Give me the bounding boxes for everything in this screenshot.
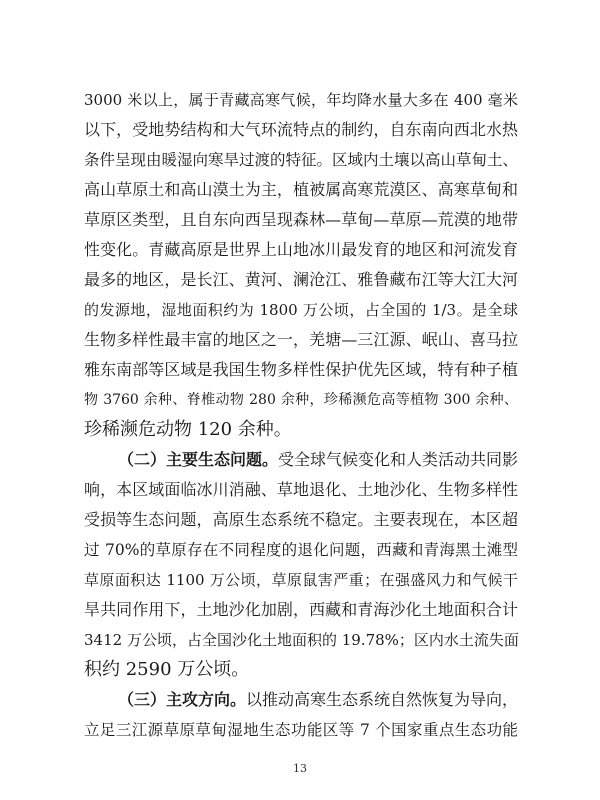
- text-line: 的发源地，湿地面积约为 1800 万公顷，占全国的 1/3。是全球: [84, 301, 518, 319]
- text-line: 珍稀濒危动物 120 余种。: [84, 419, 292, 440]
- text-span: 受全球气候变化和人类活动共同影: [278, 450, 519, 469]
- text-line: 性变化。青藏高原是世界上山地冰川最发育的地区和河流发育: [84, 240, 518, 259]
- text-line: 物 3760 余种、脊椎动物 280 余种，珍稀濒危高等植物 300 余种、: [84, 392, 518, 408]
- text-line: 以下，受地势结构和大气环流特点的制约，自东南向西北水热: [84, 120, 518, 139]
- text-line: 立足三江源草原草甸湿地生态功能区等 7 个国家重点生态功能: [84, 721, 518, 739]
- text-line: 受损等生态问题，高原生态系统不稳定。主要表现在，本区超: [84, 510, 518, 529]
- text-line: [118, 688, 518, 712]
- page-number: 13: [293, 762, 307, 775]
- text-line: 3000 米以上，属于青藏高寒气候，年均降水量大多在 400 毫米: [84, 91, 518, 109]
- text-line: 草原面积达 1100 万公顷，草原鼠害严重；在强盛风力和气候干: [84, 571, 518, 589]
- text-line: 高山草原土和高山漠土为主，植被属高寒荒漠区、高寒草甸和: [84, 180, 518, 199]
- text-line: 3412 万公顷，占全国沙化土地面积的 19.78%；区内水土流失面: [84, 631, 519, 649]
- text-line: 积约 2590 万公顷。: [84, 659, 250, 680]
- text-line: 最多的地区，是长江、黄河、澜沧江、雅鲁藏布江等大江大河: [84, 270, 518, 289]
- text-line: 条件呈现由暖湿向寒旱过渡的特征。区域内土壤以高山草甸土、: [84, 151, 519, 169]
- section-heading: （二）主要生态问题。: [118, 450, 279, 469]
- text-line: 雅东南部等区域是我国生物多样性保护优先区域，特有种子植: [84, 360, 518, 379]
- text-line: 响，本区域面临冰川消融、草地退化、土地沙化、生物多样性: [84, 480, 518, 499]
- text-line: 旱共同作用下，土地沙化加剧，西藏和青海沙化土地面积合计: [84, 600, 518, 619]
- section-heading: （三）主攻方向。: [118, 690, 247, 709]
- text-line: [118, 448, 518, 472]
- text-line: 草原区类型，且自东向西呈现森林—草甸—草原—荒漠的地带: [84, 210, 518, 229]
- text-line: 生物多样性最丰富的地区之一，羌塘—三江源、岷山、喜马拉: [84, 330, 518, 349]
- text-span: 以推动高寒生态系统自然恢复为导向，: [246, 690, 519, 709]
- text-line: 过 70%的草原存在不同程度的退化问题，西藏和青海黑土滩型: [84, 541, 518, 559]
